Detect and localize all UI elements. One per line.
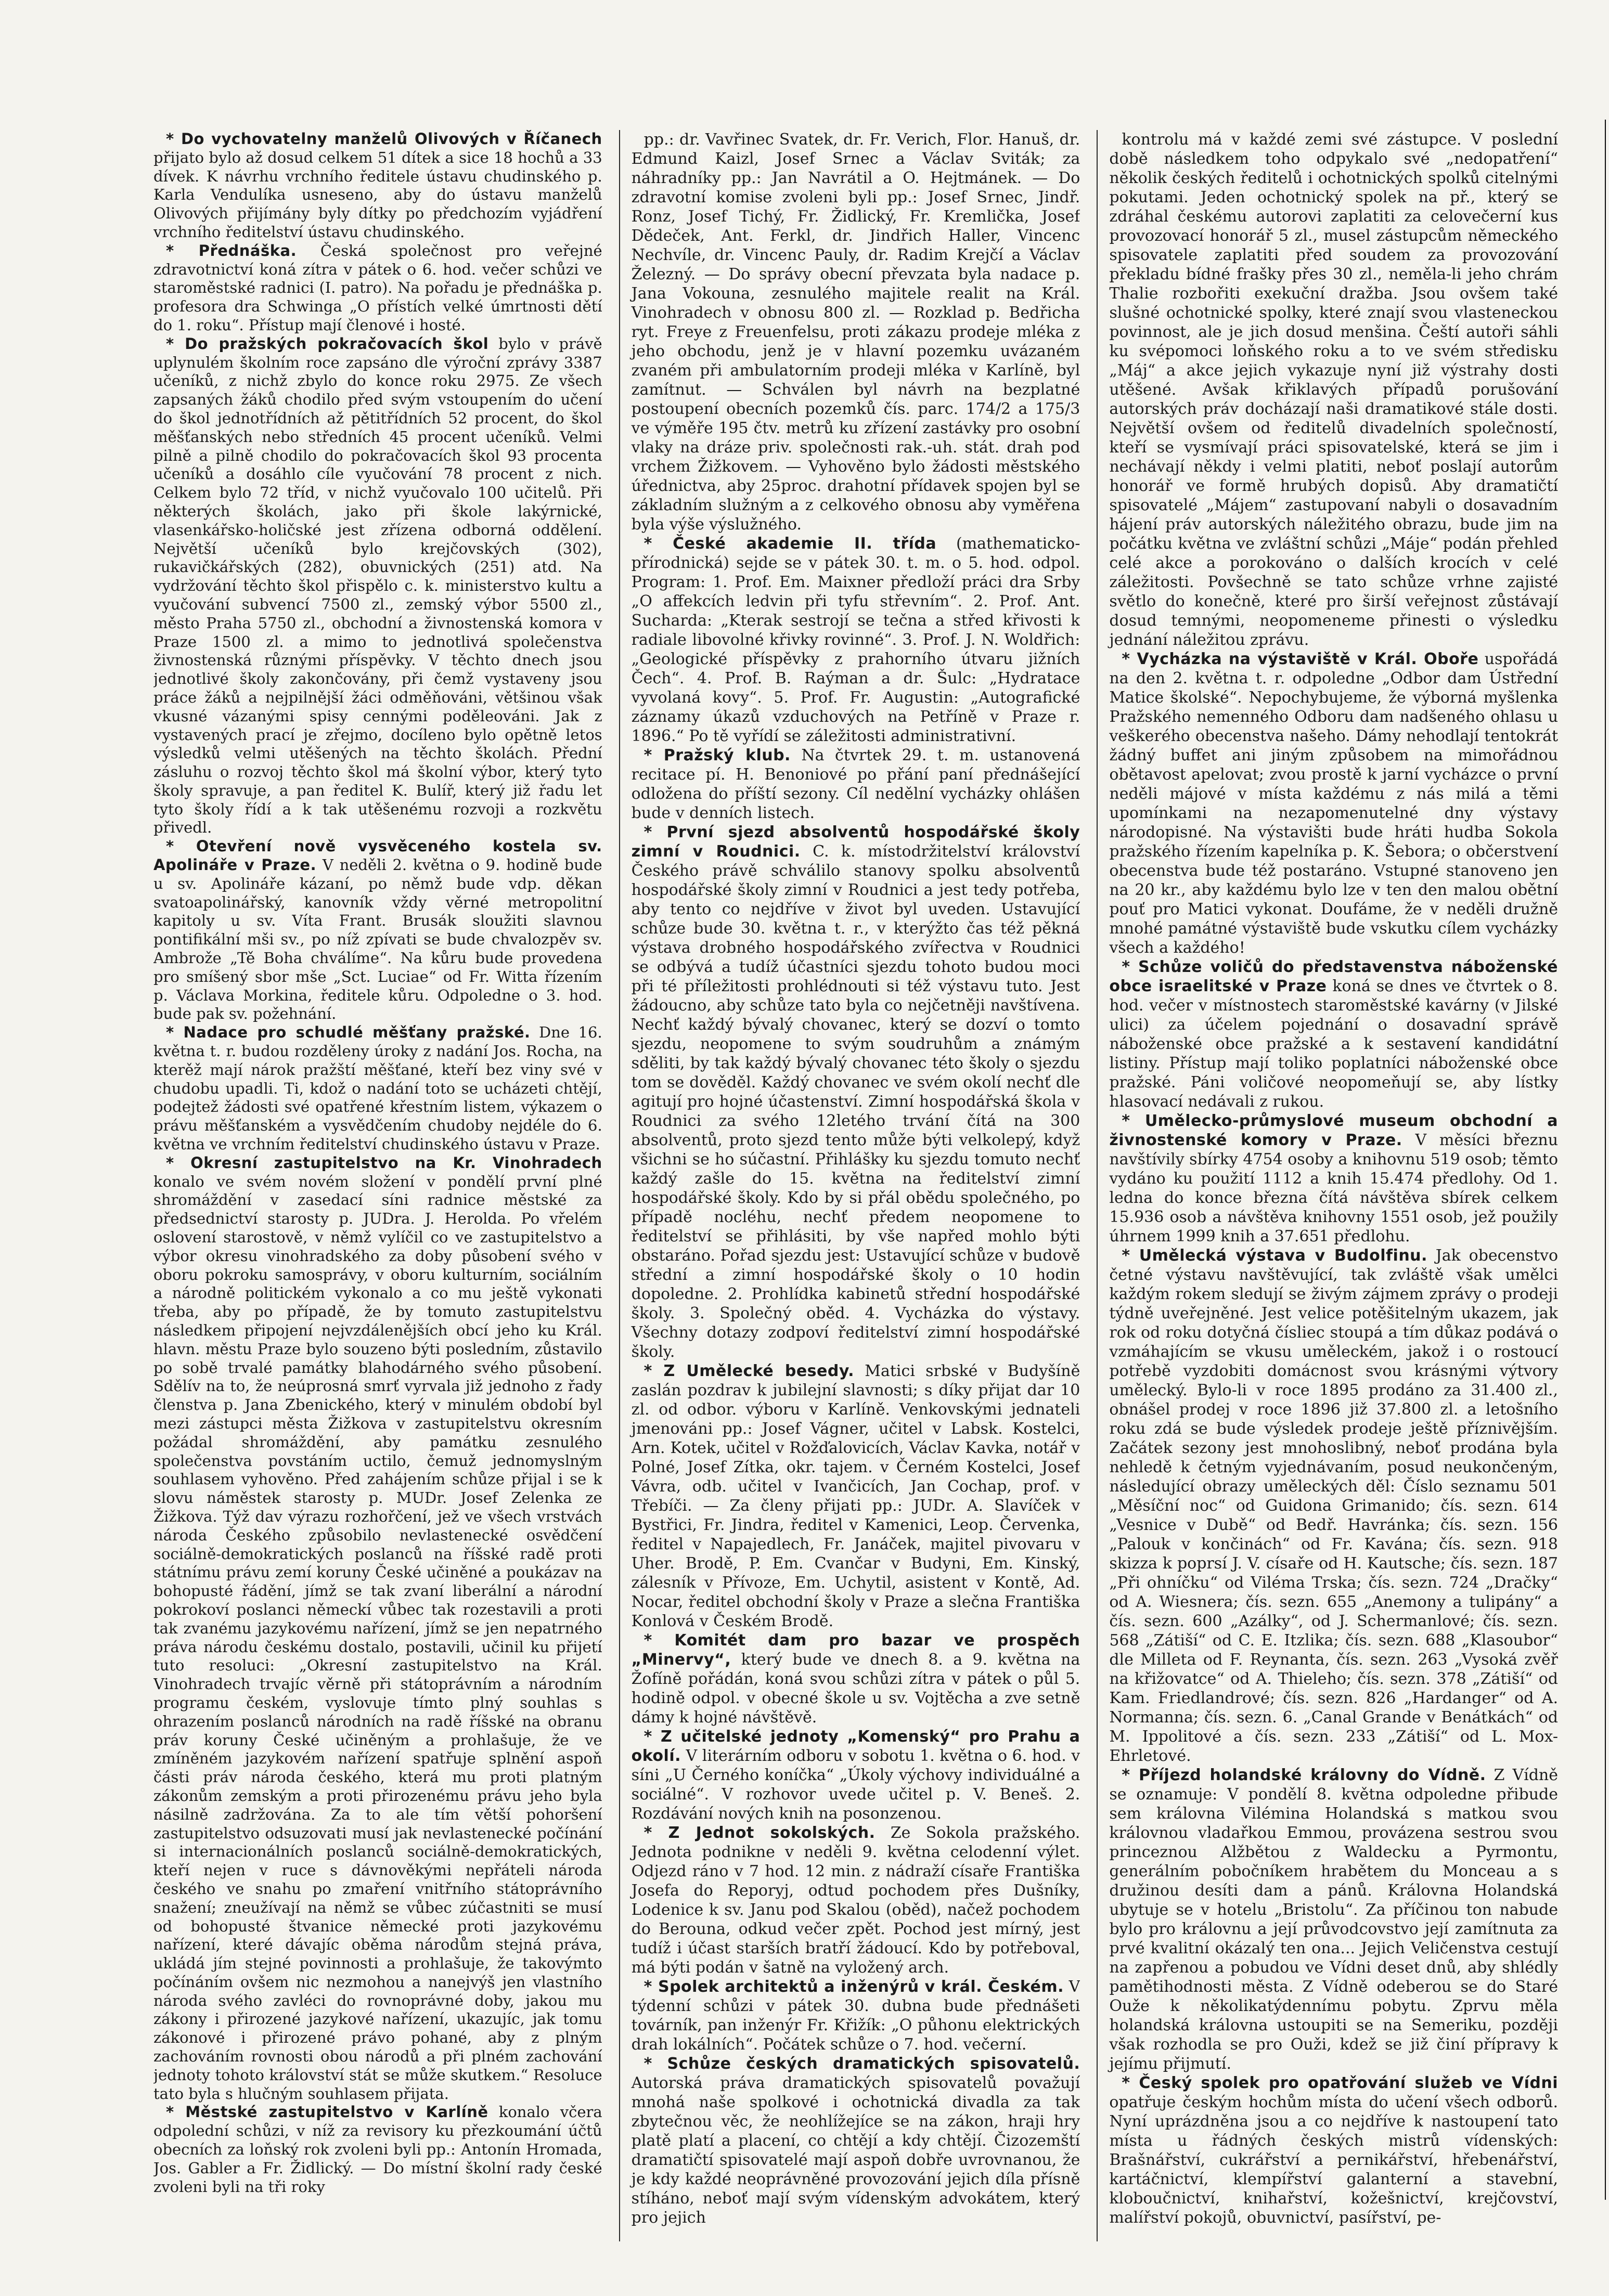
column-1 [153,130,602,2241]
article-paragraph [1109,650,1558,957]
article-body: bylo v právě uplynulém školním roce zapsáno dle výroční zprávy 3387 učeníků, z nichž zbylo do konce roku 2975. Ze všech zapsaných žáků chodilo před svým vstoupením do učení do škol jednotřídních až pětitřídních 52 procent, do škol měšťanských nebo středních 45 procent učeníků. Velmi pilně a pilně chodilo do pokračovacích škol 93 procenta učeníků a dosáhlo cíle vyučování 78 procent z nich. Celkem bylo 72 tříd, v nichž vyučovalo 100 učitelů. Při některých školách, jako při škole lakýrnické, vlasenkářsko-holičské jest zřízena odborná oddělení. Největší učeníků bylo krejčovských (302), rukavičkářských (282), obuvnických (251) atd. Na vydržování těchto škol přispělo c. k. ministerstvo kultu a vyučování subvencí 7500 zl., zemský výbor 5500 zl., město Praha 5750 zl., obchodní a živnostenská komora v Praze 1500 zl. a mimo to jednotlivá společenstva živnostenská různými příspěvky. V těchto dnech jsou jednotlivé školy zakončovány, při čemž vystaveny jsou práce žáků a nejpilnější žáci odměňováni, většinou však vkusné vázanými spisy cennými poděleováni. Jak z vystavených prací je zřejmo, docíleno bylo opětně letos výsledků velmi utěšených na těchto školách. Přední zásluhu o rozvoj těchto škol má školní výbor, který tyto školy spravuje, a pan ředitel K. Bulíř, který již řadu let tyto školy řídí a k tak utěšenému rozvoji a rozkvětu přivedl. [153,334,602,837]
article-paragraph [632,1727,1080,1823]
article-body: Matici srbské v Budyšíně zaslán pozdrav k jubilejní slavnosti; s díky přijat dar 10 zl. od odbor. výboru v Karlíně. Venkovskými jednateli jmenováni pp.: Josef Vágner, učitel v Labsk. Kostelci, Arn. Kotek, učitel v Rožďalovicích, Václav Kavka, notář v Polné, Josef Zítka, okr. tajem. v Černém Kostelci, Josef Vávra, odb. učitel v Ivančicích, Jan Cochap, prof. v Třebíči. — Za členy přijati pp.: JUDr. A. Slavíček v Bystřici, Fr. Jindra, ředitel v Kamenici, Leop. Červenka, ředitel v Napajedlech, Fr. Janáček, majitel pivovaru v Uher. Brodě, P. Em. Cvančar v Budyni, Em. Kinský, zálesník v Přívoze, Em. Uchytil, asistent v Kontě, Ad. Nocar, ředitel obchodní školy v Praze a slečna Františka Konlová v Českém Brodě. [631,1362,1080,1630]
article-body: V neděli 2. května o 9. hodině bude u sv. Apolináře kázaní, po němž bude vdp. děkan svatoapolinářský, kanovník vždy věrné metropolitní kapitoly u sv. Víta Frant. Brusák sloužiti slavnou pontifikální mši sv., po níž zpívati se bude chvalozpěv sv. Ambrože „Tě Boha chválíme“. Na kůru bude provedena pro smíšený sbor mše „Sct. Luciae“ od Fr. Witta řízením p. Václava Morkina, ředitele kůru. Odpoledne o 3. hod. bude pak sv. požehnání. [153,856,602,1023]
article-body: přijato bylo až dosud celkem 51 dítek a sice 18 hochů a 33 dívek. K návrhu vrchního ředitele ústavu chudinského p. Karla Vendulíka usneseno, aby do ústavu manželů Olivových přijímány byly dítky po předchozím vyjádření vrchního ředitelství ústavu chudinského. [153,148,602,241]
article-heading: * Schůze českých dramatických spisovatelů. [643,2055,1080,2073]
article-body: Dne 16. května t. r. budou rozděleny úroky z nadání Jos. Rocha, na kterěž mají nárok pražští měšťané, kteří bez viny své v chudobu upadli. Ti, kdož o nadání toto se ucházeti chtějí, podejtež žádosti své opatřené křestním listem, výkazem o právu měšťanském a vysvědčením chudoby nejdéle do 6. května ve vrchním ředitelství chudinského ústavu v Praze. [153,1023,602,1153]
article-body: C. k. místodržitelství království Českého právě schválilo stanovy spolku absolventů hospodářské školy zimní v Roudnici a jest tedy potřeba, aby tento co nejdříve v život byl uveden. Ustavující schůze bude 30. května t. r., v kterýžto čas též pěkná výstava drobného hospodářského zvířectva v Roudnici se odbývá a tudíž účastníci sjezdu tohoto budou moci při té příležitosti prohlédnouti si též výstavu tuto. Jest žádoucno, aby schůze tato byla co nejčetněji navštívena. Nechť každý bývalý chovanec, který se dozví o tomto sjezdu, neopomene to svým soudruhům a známým sděliti, by tak každý bývalý chovanec této školy o sjezdu tom se dověděl. Každý chovanec ve svém okolí nechť dle agitují pro hojné účastenství. Zimní hospodářská škola v Roudnici za svého 12letého trvání čítá na 300 absolventů, proto sjezd tento může býti velkolepý, když všichni se ho súčastní. Přihlášky ku sjezdu tomuto nechť každý zašle do 15. května na ředitelství zimní hospodářské školy. Kdo by si přál obědu společného, po případě nocléhu, nechť předem neopomene to ředitelství se přihlásiti, by vše napřed mohlo býti obstaráno. Pořad sjezdu jest: Ustavující schůze v budově střední a zimní hospodářské školy o 10 hodin dopoledne. 2. Prohlídka kabinetů střední hospodářské školy. 3. Společný oběd. 4. Vycházka do výstavy. Všechny dotazy zodpoví ředitelství zimní hospodářské školy. [631,842,1080,1361]
article-body: pp.: dr. Vavřinec Svatek, dr. Fr. Verich, Flor. Hanuš, dr. Edmund Kaizl, Josef Srnec a Václav Sviták; za náhradníky pp.: Jan Navrátil a O. Hejtmánek. — Do zdravotní komise zvoleni byli pp.: Josef Srnec, Jindř. Ronz, Josef Tichý, Fr. Židlický, Fr. Kremlička, Josef Dědeček, Ant. Ferkl, dr. Jindřich Haller, Vincenc Nechvíle, dr. Vincenc Pauly, dr. Radim Krejčí a Václav Železný. — Do správy obecní převzata byla nadace p. Jana Vokouna, zesnulého majitele realit na Král. Vinohradech v obnosu 800 zl. — Rozklad p. Bedřicha ryt. Freye z Freuenfelsu, proti zákazu prodeje mléka z jeho obchodu, jenž je v hlavní pozemku uvázaném zvaném při ambulatorním prodeji mléka v Karlíně, byl zamítnut. — Schválen byl návrh na bezplatné postoupení obecních pozemků čís. parc. 174/2 a 175/3 ve výměře 195 čtv. metrů ku zřízení zastávky pro osobní vlaky na dráze priv. společnosti rak.-uh. stát. drah pod vrchem Žižkovem. — Vyhověno bylo žádosti městského úřednictva, aby 25proc. drahotní přídavek spojen byl se základním služným a z celkového obnosu aby vyměřena byla výše výslužného. [631,131,1080,534]
column-3 [1097,130,1558,2241]
article-heading: * Z Umělecké besedy. [643,1362,855,1380]
article-paragraph [632,1631,1080,1727]
article-paragraph [632,1361,1080,1631]
article-body: Z Vídně se oznamuje: V pondělí 8. května odpoledne přibude sem královna Vilémina Holandská s matkou svou královnou vladařkou Emmou, provázena sestrou svou princeznou Alžbětou z Waldecku a Pyrmontu, generálním pobočníkem hrabětem du Monceau a s družinou desíti dam a pánů. Královna Holandská ubytuje se v hotelu „Bristolu“. Za příčinou ton nabude bylo pro královnu a její průvodcovstvo její zamítnuta za prvé kvalitní okázalý ten ona... Jejich Veličenstva cestují na zapřenou a pobudou ve Vídni deset dnů, aby shlédly pamětihodnosti města. Z Vídně odeberou se do Staré Ouže k několikatýdennímu pobytu. Zprvu měla holandská královna ustoupiti se na Semeriku, později však rozhodla se pro Ouži, kdež se již činí přípravy k jejímu přijmutí. [1109,1766,1559,2073]
article-heading: * Komitét dam pro bazar ve prospěch „Minervy“, [631,1631,1080,1669]
article-paragraph [1109,1111,1558,1246]
page-edge-rule [1602,120,1609,2200]
article-heading: * Vycházka na výstaviště v Král. Oboře [1122,650,1479,668]
article-heading: * Do vychovatelny manželů Olivových v Říčanech [166,130,602,148]
article-heading: * Nadace pro schudlé měšťany pražské. [166,1023,531,1042]
article-body: Jak obecenstvo četné výstavu navštěvující, tak zvláště však umělci každým rokem sledují se živým zájmem zprávy o prodeji týdně uveřejněné. Jest velice potěšitelným ukazem, jak rok od roku dotyčná čísliec stoupá a tím důkaz podává o vzmáhajícím se vkusu uměleckém, jakož i o rostoucí potřebě vyzdobiti domácnost svou krásnými výtvory umělecký. Bylo-li v roce 1895 prodáno za 31.400 zl., obnášel prodej v roce 1896 již 37.800 zl. a letošního roku zdá se bude výsledek prodeje ještě příznivějším. Začátek sezony jest mnohoslibný, neboť prodána byla nehledě k četným vyjednávaním, posud neukončeným, následující obrazy uměleckých děl: Číslo seznamu 501 „Měsíční noc“ od Guidona Grimanido; čís. sezn. 614 „Vesnice v Dubě“ od Bedř. Havránka; čís. sezn. 156 „Palouk v končinách“ od Fr. Kavána; čís. sezn. 918 skizza k poprsí J. V. císaře od H. Kautsche; čís. sezn. 187 „Při ohníčku“ od Viléma Trska; čís. sezn. 724 „Dračky“ od A. Wiesnera; čís. sezn. 655 „Anemony a tulipány“ a čís. sezn. 600 „Azálky“, od J. Schermanlové; čís. sezn. 568 „Zátiší“ od C. E. Itzlika; čís. sezn. 688 „Klasoubor“ dle Milleta od F. Reynanta, čís. sezn. 263 „Vysoká zvěř na křižovatce“ od A. Thieleho; čís. sezn. 378 „Zátiší“ od Kam. Friedlandrové; čís. sezn. 826 „Hardanger“ od A. Normanna; čís. sezn. 6. „Canal Grande v Benátkách“ od M. Ippolitové a čís. sezn. 233 „Zátiší“ od L. Mox-Ehrletové. [1109,1247,1559,1765]
article-heading: * Umělecko-průmyslové museum obchodní a živnostenské komory v Praze. [1109,1112,1559,1149]
article-paragraph [1109,130,1558,650]
article-heading: * Městské zastupitelstvo v Karlíně [166,2103,488,2121]
article-heading: * Otevření nově vysvěceného kostela sv. Apolináře v Praze. [153,837,602,874]
article-heading: * Přednáška. [166,241,297,260]
article-heading: * Do pražských pokračovacích škol [166,334,489,353]
article-paragraph [1109,2073,1558,2227]
article-heading: * Příjezd holandské královny do Vídně. [1122,1766,1486,1784]
article-body: konalo ve svém novém složení v pondělí první plné shromáždění v zasedací síni radnice městské za předsednictví starosty p. JUDra. J. Herolda. Po vřelém oslovení starostově, v němž vylíčil co ve zastupitelstvo a výbor okresu vinohradského za doby působení svého v oboru pokroku samosprávy, v oboru kulturním, sociálním a národně politickém vykonalo a co mu ještě vykonati třeba, aby po případě, že by tomuto zastupitelstvu následkem připojení nejvzdálenějších obcí jeho ku Král. hlavn. městu Praze bylo souzeno býti posledním, zůstavilo po sobě trvalé památky blahodárného svého působení. Sdělív na to, že neúprosná smrť vyrvala již jednoho z řady členstva p. Jana Zbenického, který v minulém období byl mezi zástupci města Žižkova v zastupitelstvu okresním požádal shromáždění, aby památku zesnulého společenstva povstáním uctilo, čemuž jednomyslným souhlasem vyhověno. Před zahájením schůze přijal i se k slovu náměstek starosty p. MUDr. Josef Zelenka ze Žižkova. Týž dav výrazu rozhořčení, jež ve všech vrstvách národa Českého způsobilo nevlastenecké osvědčení sociálně-demokratických poslanců na říšské radě proti státnímu právu zemí koruny České učiněné a poukázav na bohopusté řádění, jímž se tak zvaní liberální a národní pokrokoví poslanci německí vůbec tak rozestavili a proti tak zvanému jazykovému nařízení, jímž se jen nepatrného práva národu českému dostalo, postavili, učinil ku přijetí tuto resoluci: „Okresní zastupitelstvo na Král. Vinohradech trvajíc věrně při státoprávním a národním programu českém, vyslovuje tímto plný souhlas s ohrazením poslanců národních na radě říšské na obranu práv koruny České učiněným a prohlašuje, že ve zmíněném jazykovém nařízení spatřuje splnění aspoň části práv národa českého, která mu proti platným zákonům zemským a proti přirozenému právu jeho byla násilně zadržována. Za to ale tím větší pohoršení zastupitelstvo odsuzovati musí jak nevlastenecké počínání si internacionálních poslanců sociálně-demokratických, kteří nejen v ruce s dávnověkými nepřáteli národa českého ve snahu po zmaření vnitřního státoprávního snažení; zneužívají na němž se vůbec zúčastniti se musí od bohopusté štvanice německé proti jazykovému nařízení, které dávajíc oběma národům stejná práva, ukládá jím stejné povinnosti a prohlašuje, že takovýmto počínáním ovšem nic nezmohou a nanejvýš jen vlastního národa svého zavléci do rovnoprávné doby, jakou mu zákony i přirozené jazykové nařízení, ukazujíc, jak tomu zákonové i přirozené právo pohané, aby z plným zachováním rovnosti obou národů a při plném zachování jednoty tohoto království stát se může skutkem.“ Resoluce tato byla s hlučným souhlasem přijata. [153,1172,602,2103]
article-paragraph [153,242,602,335]
article-body: V literárním odboru v sobotu 1. května o 6. hod. v síni „U Černého koníčka“ „Úkoly výchovy individuálné a sociálné“. V rozhovor uvede učitel p. V. Beneš. 2. Rozdávání nových knih na posonzenou. [631,1747,1080,1823]
article-paragraph [153,335,602,838]
article-body: V měsíci březnu navštívily sbírky 4754 osoby a knihovnu 519 osob; těmto vydáno ku použití 1112 a knih 15.474 předlohy. Od 1. ledna do konce března čítá návštěva sbírek celkem 15.936 osob a návštěva knihovny 1551 osob, jež použily úhrnem 1999 knih a 37.651 předlohu. [1109,1131,1559,1246]
article-body: V týdenní schůzi v pátek 30. dubna bude přednášeti továrník, pan inženýr Fr. Křižík: „O půhonu elektrických drah lokálních“. Počátek schůze o 7. hod. večerní. [631,1978,1080,2054]
article-body: konalo včera odpolední schůzi, v níž za revisory ku přezkoumání účtů obecních za loňský rok zvoleni byli pp.: Antonín Hromada, Jos. Gabler a Fr. Židlický. — Do místní školní rady české zvoleni byli na tři roky [153,2103,602,2196]
article-paragraph [632,534,1080,746]
article-body: opatřuje českým hochům místa do učení všech odborů. Nyní uprázdněna jsou a co nejdříve k nastoupení tato místa u řádných českých mistrů vídenských: Brašnářství, cukrářství a pernikářství, hřebenářství, kartáčnictví, klempířství galanterní a stavební, kloboučnictví, knihařství, kožešnictví, krejčovství, malířství pokojů, obuvnictví, pasířství, pe- [1109,2093,1559,2227]
article-heading: * Z Jednot sokolských. [643,1824,876,1842]
article-body: který bude ve dnech 8. a 9. května na Žofíně pořádán, koná svou schůzi zítra v pátek o půl 5. hodině odpol. v obecné škole u sv. Vojtěcha a zve setně dámy k hojné návštěvě. [631,1651,1080,1727]
article-body: kontrolu má v každé zemi své zástupce. V poslední době následkem toho odpykalo své „nedopatření“ několik českých ředitelů i ochotnických spolků citelnými pokutami. Jeden ochotnický spolek na př., který se zdráhal českému autorovi zaplatiti za celovečerní kus provozovací honorář 5 zl., musel zástupcům německého spisovatele zaplatiti před soudem za provozování překladu bídné frašky přes 30 zl., neměla-li jeho chrám Thalie rozbořiti exekuční dražba. Jsou ovšem také slušné ochotnické spolky, které znají svou vlasteneckou povinnost, ale je jich dosud menšina. Čeští autoři sáhli ku svépomoci loňského roku a to ve svém středisku „Máj“ a akce jejich vykazuje nyní již výstrahy dosti utěšené. Avšak křiklavých případů porušování autorských práv docházají naši dramatikové stále dosti. Největší ovšem od ředitelů divadelních společností, kteří se vysmívají práci spisovatelské, která se jim i nechávají někdy i velmi platiti, neboť poslají autorům honorář ve formě hrubých dopisů. Aby dramatičtí spisovatelé „Májem“ zastupovaní nabyli o dosavadním hájení práv autorských náležitého obrazu, bude jim na počátku května ve zvláštní schůzi „Máje“ podán přehled celé akce a porokováno o dalších krocích v celé záležitosti. Povšechně se tato schůze vrhne zajisté světlo do konečně, které pro širší veřejnost zůstávají dosud temnými, neopomeneme přinesti o výsledku jednání náležitou zprávu. [1109,131,1559,649]
article-paragraph [632,130,1080,534]
article-paragraph [1109,1246,1558,1766]
article-body: uspořádá na den 2. května t. r. odpoledne „Odbor dam Ústřední Matice školské“. Nepochybujeme, že výborná myšlenka Pražského nemenného Odboru dam nadšeného ohlasu u veškerého obecenstva našeho. Dámy nehodlají tentokrát žádný buffet ani jiným způsobem na mimořádnou obětavost apelovat; zvou prostě k jarní vycházce o první neděli májové v místa každému z nás milá a těmi upomínkami na nezapomenutelné dny výstavy národopisné. Na výstavišti bude hráti hudba Sokola pražského řízením kapelníka p. K. Šebora; o občerstvení obecenstva bude též postaráno. Vstupné stanoveno jen na 20 kr., aby každému bylo lze v ten den malou obětní pouť pro Matici vykonat. Doufáme, že v neděli družně mnohé památné výstaviště bude vskutku cílem vycházky všech a každého! [1109,650,1559,957]
newspaper-page [153,130,1558,2241]
article-paragraph [632,746,1080,823]
article-paragraph [153,1023,602,1154]
article-paragraph [153,1154,602,2104]
article-body: Česká společnost pro veřejné zdravotnictví koná zítra v pátek o 6. hod. večer schůzi ve staroměstské radnici (I. patro). Na pořadu je přednáška p. profesora dra Schwinga „O přístích velké úmrtnosti dětí do 1. roku“. Přístup mají členové i hosté. [153,241,602,334]
article-paragraph [632,823,1080,1361]
article-paragraph [153,2103,602,2196]
article-paragraph [632,1977,1080,2054]
article-paragraph [632,2054,1080,2227]
article-heading: * Spolek architektů a inženýrů v král. Českém. [643,1978,1064,1996]
article-paragraph [632,1823,1080,1977]
article-body: koná se dnes ve čtvrtek o 8. hod. večer v místnostech staroměstské kavárny (v Jilské ulici) za účelem pojednání o dosavadní správě náboženské obce pražské a k sestavení kandidátní listiny. Přístup mají toliko poplatníci náboženské obce pražské. Páni voličové neopomeňují se, aby lístky hlasovací nedávali z rukou. [1109,977,1559,1111]
article-paragraph [1109,1766,1558,2073]
column-2 [619,130,1080,2241]
article-paragraph [153,130,602,242]
article-heading: * Český spolek pro opatřování služeb ve Vídni [1122,2074,1559,2092]
article-body: (mathematicko-přírodnická) sejde se v pátek 30. t. m. o 5. hod. odpol. Program: 1. Prof. Em. Maixner předloží práci dra Srby „O affekcích ledvin při tyfu střevním“. 2. Prof. Ant. Sucharda: „Kterak sestrojí se tečna a střed křivosti k radiale libovolné křivky rovinné“. 3. Prof. J. N. Woldřich: „Geologické příspěvky z prahorního útvaru jižních Čech“. 4. Prof. B. Raýman a dr. Šulc: „Hydratace vyvolaná kovy“. 5. Prof. Fr. Augustin: „Autografické záznamy úkazů vzduchových na Petříně v Praze r. 1896.“ Po tě vyřídí se záležitosti administrativní. [631,535,1080,745]
article-heading: * České akademie II. třída [643,535,937,553]
article-body: Na čtvrtek 29. t. m. ustanovená recitace pí. H. Benoniové po přání paní přednášející odložena do příští sezony. Cíl nedělní vycházky ohlášen bude v denních listech. [631,746,1080,822]
article-paragraph [1109,957,1558,1111]
article-heading: * Okresní zastupitelstvo na Kr. Vinohradech [166,1153,602,1172]
article-heading: * Schůze voličů do představenstva náboženské obce israelitské v Praze [1109,958,1559,995]
article-heading: * Umělecká výstava v Budolfinu. [1122,1247,1427,1265]
article-heading: * Pražský klub. [643,746,791,764]
article-body: Autorská práva dramatických spisovatelů považují mnohá naše spolkové i ochotnická divadla za tak zbytečnou věc, že neohlížejíce se na zákon, hraji hry platě platí a placení, co chtějí a kdy chtějí. Čizozemští dramatičtí spisovatelé mají aspoň dobře uvrovnanou, že je kdy každé neoprávněné provozování jejich díla přísně stíháno, neboť mají svým vídenským advokátem, který pro jejich [631,2074,1080,2227]
article-heading: * První sjezd absolventů hospodářské školy zimní v Roudnici. [631,823,1080,861]
article-heading: * Z učitelské jednoty „Komenský“ pro Prahu a okolí. [631,1728,1080,1765]
article-body: Ze Sokola pražského. Jednota podnikne v neděli 9. května celodenní výlet. Odjezd ráno v 7 hod. 12 min. z nádraží císaře Františka Josefa do Reporyj, odtud pochodem přes Dušníky, Lodenice k sv. Janu pod Skalou (oběd), načež pochodem do Berouna, odkud večer zpět. Pochod jest mírný, jest tudíž i účast starších bratří žádoucí. Kdo by potřeboval, má býti podán v šatně na vyložený arch. [631,1824,1080,1977]
article-paragraph [153,837,602,1023]
